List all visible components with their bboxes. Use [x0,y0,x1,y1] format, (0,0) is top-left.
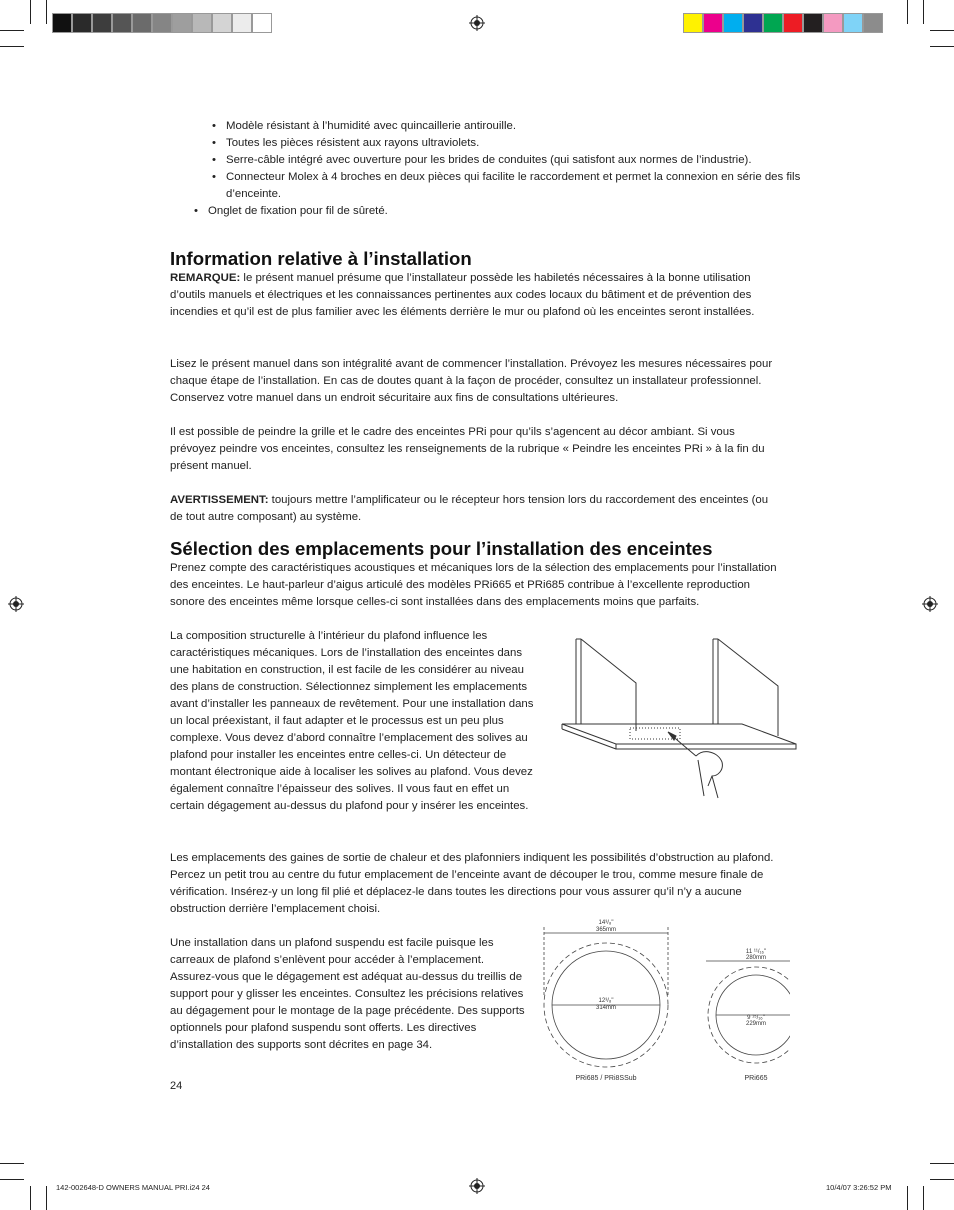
registration-mark-icon [922,596,938,612]
crop-mark [0,1163,24,1164]
cutout-dimension-diagram [540,915,790,1085]
paragraph: Une installation dans un plafond suspendu est facile puisque les carreaux de plafond s’enlèvent pour accéder à l’emplacement. Assurez-vous que le dégagement est adéquat au-dessus du treillis de support pour y glisser les enceintes. Consultez les précisions relatives au dégagement pour le montage de la page précédente. Des supports optionnels pour plafond suspendu sont offerts. Les directives d’installation des supports sont décrites en page 34. [170,937,525,1051]
outer-dimension-mm: 280mm [745,955,767,961]
paragraph: Lisez le présent manuel dans son intégralité avant de commencer l’installation. Prévoyez les mesures nécessaires pour chaque étape de l’installation. En cas de doutes quant à la façon de procéder, consultez un installateur professionnel. Conservez votre manuel dans un endroit sécuritaire aux fins de consultations ultérieures. [170,358,773,404]
color-swatch [92,13,112,33]
list-item: • Modèle résistant à l’humidité avec quincaillerie antirouille. [204,118,810,135]
color-swatch [72,13,92,33]
crop-mark [923,0,924,24]
crop-mark [0,1179,24,1180]
section-heading-installation: Information relative à l’installation [170,248,472,269]
color-swatch [863,13,883,33]
crop-mark [930,1179,954,1180]
section-heading-location: Sélection des emplacements pour l’installation des enceintes [170,538,713,559]
crop-mark [923,1186,924,1210]
list-item: • Connecteur Molex à 4 broches en deux pièces qui facilite le raccordement et permet la connexion en série des fils d’enceinte. [204,169,810,203]
note-label: REMARQUE: [170,272,241,284]
color-swatch [723,13,743,33]
color-swatch [132,13,152,33]
print-slug-right: 10/4/07 3:26:52 PM [826,1183,892,1192]
color-swatch [212,13,232,33]
color-swatch [683,13,703,33]
outer-dimension-inches: 11 ¹¹/₁₆" [745,949,767,955]
print-slug-left: 142-002648-D OWNERS MANUAL PRI.i24 24 [56,1183,210,1192]
color-swatch [52,13,72,33]
crop-mark [46,1186,47,1210]
color-swatch [803,13,823,33]
inner-dimension-inches: 12³/₈" [598,998,614,1004]
warning-paragraph [170,492,782,526]
inner-dimension-mm: 229mm [745,1021,767,1027]
crop-mark [930,46,954,47]
color-swatch [783,13,803,33]
outer-dimension-mm: 365mm [595,927,617,933]
note-paragraph [170,270,782,321]
color-swatch [152,13,172,33]
diagram-caption: PRi685 / PRi8SSub [575,1075,637,1082]
outer-dimension-inches: 14³/₈" [598,920,614,926]
note-text: le présent manuel présume que l’installateur possède les habiletés nécessaires à la bonne utilisation d’outils manuels et électriques et les connaissances pertinentes aux codes locaux du bâtiment et de prévention des incendies et qu’il est de plus familier avec les éléments derrière le mur ou plafond où les enceintes seront installées. [170,272,755,318]
paragraph: Il est possible de peindre la grille et le cadre des enceintes PRi pour qu’ils s’agencent au décor ambiant. Si vous prévoyez peindre vos enceintes, consultez les renseignements de la rubrique « Peindre les enceintes PRi » à la fin du présent manuel. [170,426,765,472]
color-swatch [192,13,212,33]
registration-mark-icon [8,596,24,612]
list-item: • Onglet de fixation pour fil de sûreté. [186,203,810,220]
color-swatch [703,13,723,33]
color-swatch [743,13,763,33]
color-swatch [172,13,192,33]
ceiling-joist-illustration [558,636,803,801]
page-number: 24 [170,1080,183,1092]
crop-mark [930,1163,954,1164]
color-swatch [763,13,783,33]
paragraph: Les emplacements des gaines de sortie de chaleur et des plafonniers indiquent les possibilités d’obstruction au plafond. Percez un petit trou au centre du futur emplacement de l’enceinte avant de découper le trou, comme mesure finale de vérification. Insérez-y un long fil plié et déplacez-le dans toutes les directions pour vous assurer qu’il n’y a aucune obstruction derrière l’emplacement choisi. [170,852,774,915]
color-swatch [843,13,863,33]
feature-list [170,118,810,220]
diagram-caption: PRi665 [744,1075,768,1082]
color-swatch [232,13,252,33]
crop-mark [30,1186,31,1210]
paragraph: Prenez compte des caractéristiques acoustiques et mécaniques lors de la sélection des emplacements pour l’installation des enceintes. Le haut-parleur d’aigus articulé des modèles PRi665 et PRi685 contribue à l’excellente reproduction sonore des enceintes même lorsque celles-ci sont installées dans des emplacements moins que parfaits. [170,562,777,608]
inner-dimension-inches: 9 ¹⁵/₁₆" [747,1015,765,1021]
inner-dimension-mm: 314mm [595,1005,617,1011]
crop-mark [30,0,31,24]
paragraph: La composition structurelle à l’intérieur du plafond influence les caractéristiques mécaniques. Lors de l’installation des enceintes dans une habitation en construction, il est facile de les considérer au niveau des plans de construction. Sélectionnez simplement les emplacements avant d’installer les panneaux de revêtement. Pour une installation dans un local préexistant, il faut adapter et le processus est un peu plus complexe. Vous devez d’abord connaître l’emplacement des solives au plafond pour installer les enceintes entre celles-ci. Un détecteur de montant électronique aide à localiser les solives au plafond. Vous devez également connaître l’épaisseur des solives. Il vous faut en effet un certain dégagement au-dessus du plafond pour y insérer les enceintes. [170,630,534,812]
registration-mark-icon [469,1178,485,1194]
warning-text: toujours mettre l’amplificateur ou le récepteur hors tension lors du raccordement des enceintes (ou de tout autre composant) au système. [170,494,769,523]
crop-mark [907,0,908,24]
crop-mark [46,0,47,24]
list-item: • Serre-câble intégré avec ouverture pour les brides de conduites (qui satisfont aux normes de l’industrie). [204,152,810,169]
crop-mark [0,46,24,47]
color-swatch [252,13,272,33]
registration-mark-icon [469,15,485,31]
color-swatch [112,13,132,33]
list-item: • Toutes les pièces résistent aux rayons ultraviolets. [204,135,810,152]
crop-mark [0,30,24,31]
crop-mark [930,30,954,31]
crop-mark [907,1186,908,1210]
color-swatch [823,13,843,33]
warning-label: AVERTISSEMENT: [170,494,269,506]
